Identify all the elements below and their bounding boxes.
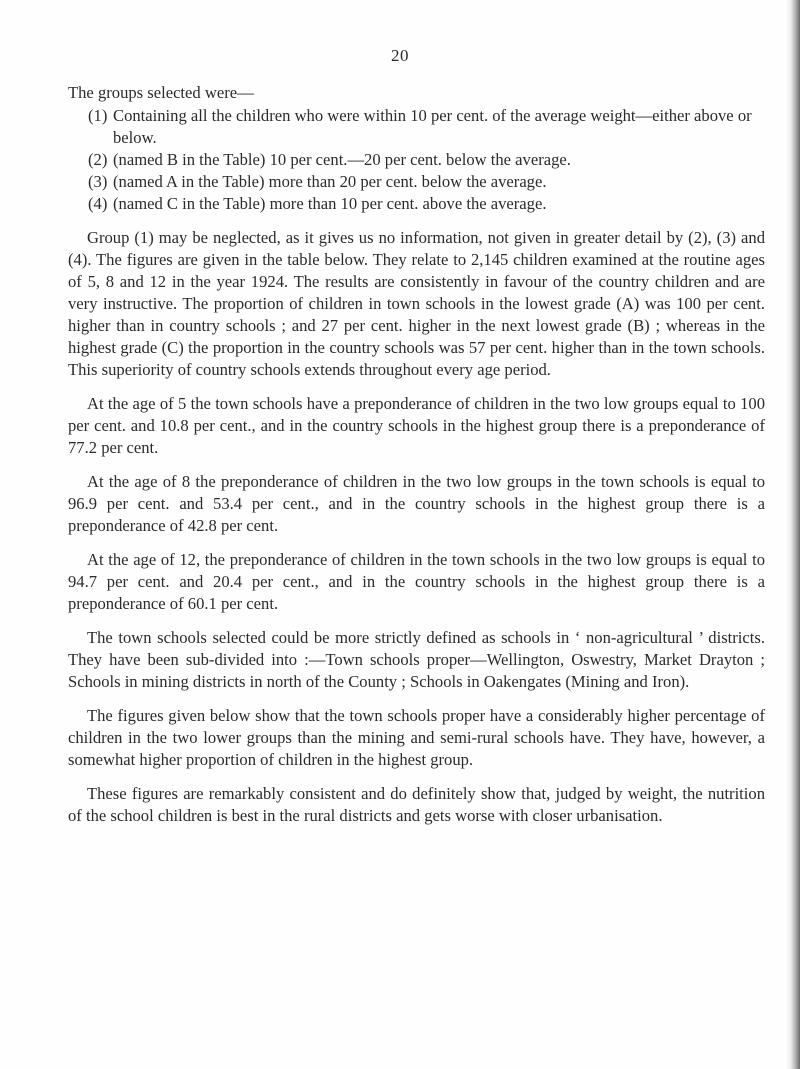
group-item xyxy=(68,193,765,215)
group-text: (named A in the Table) more than 20 per cent. below the average. xyxy=(113,172,547,191)
group-number: (4) xyxy=(88,194,108,213)
paragraph: Group (1) may be neglected, as it gives us no information, not given in greater detail by (2), (3) and (4). The figures are given in the table below. They relate to 2,145 children examined at the routine ages of 5, 8 and 12 in the year 1924. The results are consistently in favour of the country children and are very instructive. The proportion of children in town schools in the lowest grade (A) was 100 per cent. higher than in country schools ; and 27 per cent. higher in the next lowest grade (B) ; whereas in the highest grade (C) the proportion in the country schools was 57 per cent. higher than in the town schools. This superiority of country schools extends throughout every age period. xyxy=(68,228,765,379)
group-item xyxy=(68,105,765,149)
paragraph: At the age of 8 the preponderance of children in the two low groups in the town schools is equal to 96.9 per cent. and 53.4 per cent., and in the country schools in the highest group there is a preponderance of 42.8 per cent. xyxy=(68,472,765,535)
group-number: (2) xyxy=(88,150,108,169)
paragraph: The figures given below show that the town schools proper have a considerably higher percentage of children in the two lower groups than the mining and semi-rural schools have. They have, however, a somewhat higher proportion of children in the highest group. xyxy=(68,706,765,769)
group-item xyxy=(68,171,765,193)
scan-edge-shadow xyxy=(786,0,800,1069)
paragraph: These figures are remarkably consistent and do definitely show that, judged by weight, the nutrition of the school children is best in the rural districts and gets worse with closer urbanisation. xyxy=(68,784,765,825)
group-text: (named C in the Table) more than 10 per cent. above the average. xyxy=(113,194,547,213)
paragraph: At the age of 12, the preponderance of children in the town schools in the two low groups is equal to 94.7 per cent. and 20.4 per cent., and in the country schools in the highest group there is a preponderance of 60.1 per cent. xyxy=(68,550,765,613)
paragraph: At the age of 5 the town schools have a preponderance of children in the two low groups equal to 100 per cent. and 10.8 per cent., and in the country schools in the highest group there is a preponderance of 77.2 per cent. xyxy=(68,394,765,457)
group-number: (3) xyxy=(88,172,108,191)
paragraph: The town schools selected could be more strictly defined as schools in ‘ non-agricultural ’ districts. They have been sub-divided into :—Town schools proper—Wellington, Oswestry, Market Drayton ; Schools in mining districts in north of the County ; Schools in Oakengates (Mining and Iron). xyxy=(68,628,765,691)
group-number: (1) xyxy=(88,106,108,125)
groups-list xyxy=(68,105,765,215)
intro-line: The groups selected were— xyxy=(68,83,254,102)
page-number: 20 xyxy=(391,46,409,65)
group-item xyxy=(68,149,765,171)
page-body xyxy=(68,82,765,827)
group-text: Containing all the children who were within 10 per cent. of the average weight—either above or below. xyxy=(113,106,752,147)
group-text: (named B in the Table) 10 per cent.—20 per cent. below the average. xyxy=(113,150,571,169)
